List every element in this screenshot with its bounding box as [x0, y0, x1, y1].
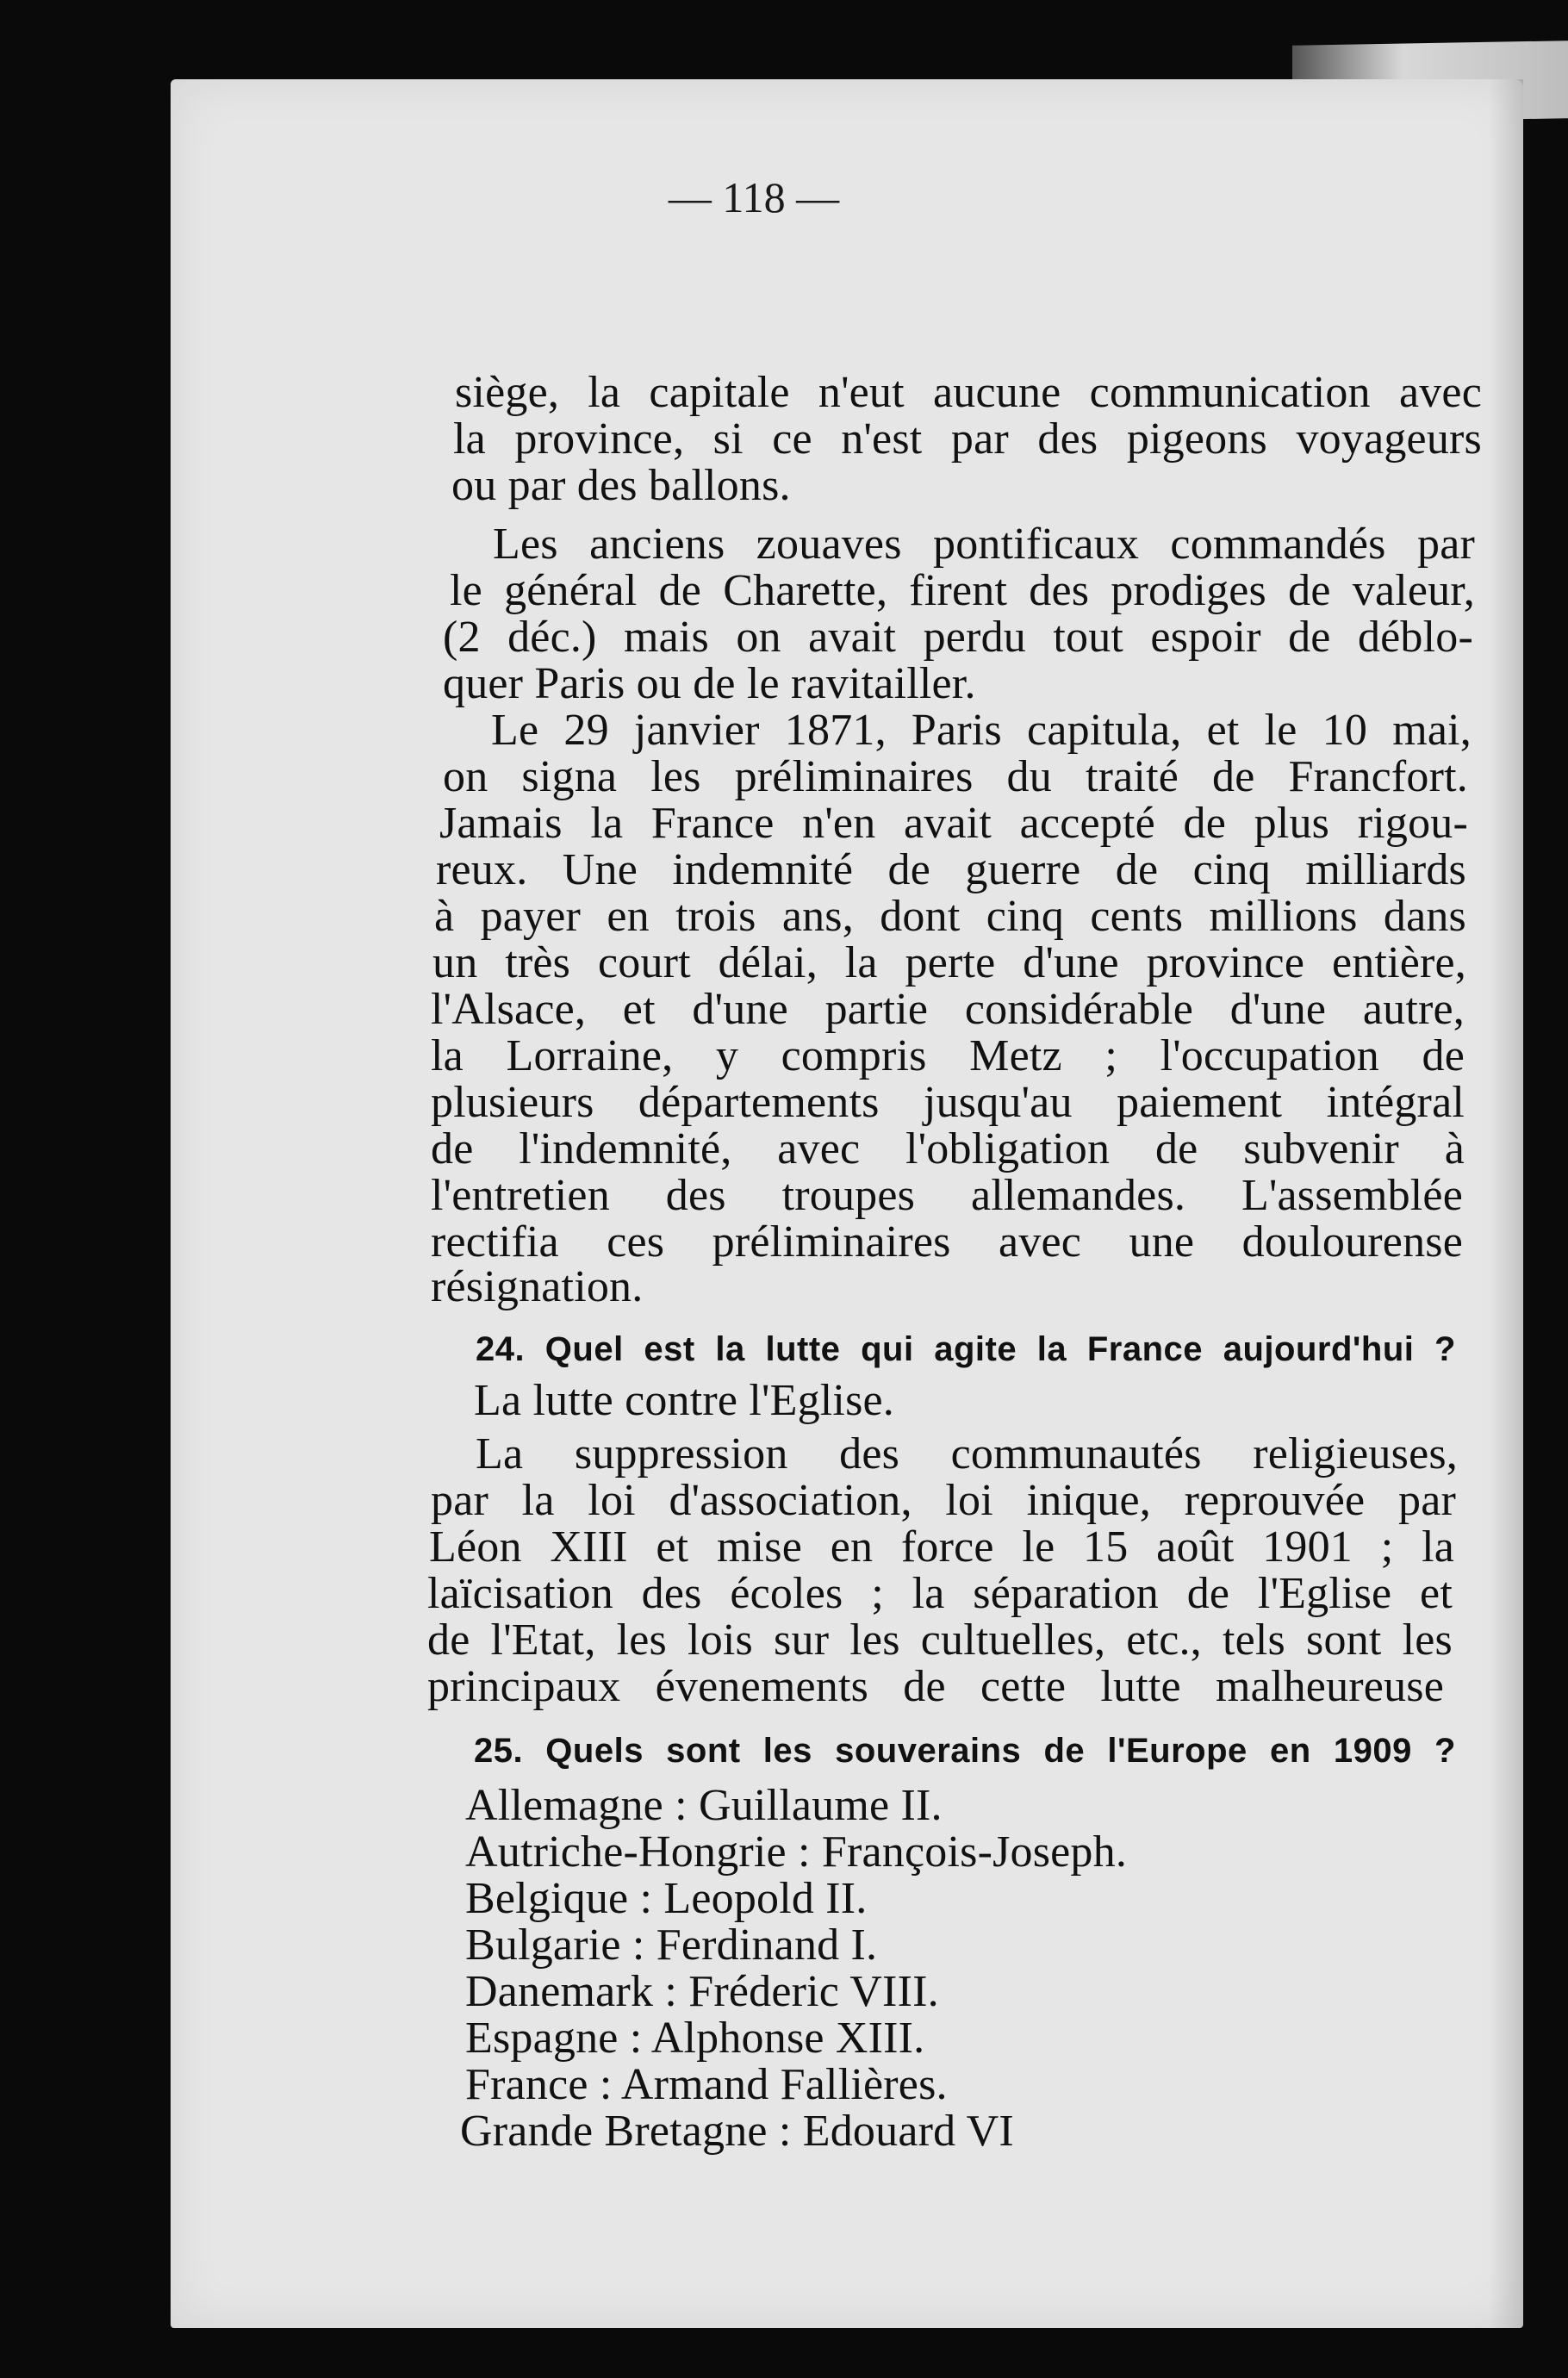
paragraph-line: laïcisation des écoles ; la séparation de l'Eglise et: [427, 1569, 1453, 1618]
question-heading: 24. Quel est la lutte qui agite la France aujourd'hui ?: [476, 1330, 1456, 1368]
paragraph-line: un très court délai, la perte d'une province entière,: [432, 938, 1466, 987]
sovereign-entry: Espagne : Alphonse XIII.: [465, 2014, 925, 2063]
paragraph-line: l'entretien des troupes allemandes. L'assemblée: [431, 1171, 1463, 1220]
paragraph-line: Jamais la France n'en avait accepté de plus rigou-: [439, 799, 1468, 848]
question-heading: 25. Quels sont les souverains de l'Europe en 1909 ?: [474, 1732, 1456, 1770]
sovereign-entry: Danemark : Fréderic VIII.: [465, 1967, 939, 2016]
paragraph-line: de l'indemnité, avec l'obligation de subvenir à: [431, 1124, 1465, 1173]
paragraph-line: rectifia ces préliminaires avec une doulourense: [431, 1217, 1463, 1267]
paragraph-line: Les anciens zouaves pontificaux commandés par: [493, 520, 1475, 569]
paragraph-line: principaux évenements de cette lutte malheureuse: [427, 1662, 1444, 1711]
paragraph-line: de l'Etat, les lois sur les cultuelles, etc., tels sont les: [427, 1615, 1453, 1665]
page-number: — 118 —: [668, 173, 840, 221]
paragraph-line: Léon XIII et mise en force le 15 août 1901 ; la: [429, 1522, 1454, 1572]
paragraph-line: La lutte contre l'Eglise.: [474, 1376, 894, 1425]
paragraph-line: le général de Charette, firent des prodiges de valeur,: [450, 566, 1475, 615]
paragraph-line: (2 déc.) mais on avait perdu tout espoir de déblo-: [443, 613, 1473, 662]
paragraph-line: La suppression des communautés religieuses,: [476, 1429, 1458, 1478]
page-shadow-edge: [1489, 79, 1523, 2328]
sovereign-entry: Belgique : Leopold II.: [465, 1874, 868, 1923]
paragraph-line: par la loi d'association, loi inique, reprouvée par: [431, 1476, 1456, 1525]
sovereign-entry: Bulgarie : Ferdinand I.: [465, 1920, 878, 1970]
paragraph-line: la province, si ce n'est par des pigeons voyageurs: [453, 414, 1482, 464]
paragraph-line: Le 29 janvier 1871, Paris capitula, et le 10 mai,: [491, 706, 1472, 755]
paragraph-line: on signa les préliminaires du traité de Francfort.: [443, 752, 1468, 801]
sovereign-entry: Autriche-Hongrie : François-Joseph.: [465, 1827, 1128, 1877]
paragraph-line: ou par des ballons.: [451, 461, 791, 510]
paragraph-line: plusieurs départements jusqu'au paiement intégral: [431, 1078, 1465, 1127]
sovereign-entry: Grande Bretagne : Edouard VI: [460, 2107, 1014, 2156]
paragraph-line: résignation.: [431, 1262, 644, 1311]
paragraph-line: la Lorraine, y compris Metz ; l'occupation de: [431, 1031, 1465, 1080]
paragraph-line: siège, la capitale n'eut aucune communication avec: [455, 368, 1482, 417]
sovereign-entry: France : Armand Fallières.: [465, 2060, 948, 2109]
paragraph-line: l'Alsace, et d'une partie considérable d'une autre,: [431, 985, 1465, 1034]
sovereign-entry: Allemagne : Guillaume II.: [465, 1781, 943, 1830]
paragraph-line: quer Paris ou de le ravitailler.: [443, 659, 976, 708]
paragraph-line: à payer en trois ans, dont cinq cents millions dans: [434, 892, 1466, 941]
paragraph-line: reux. Une indemnité de guerre de cinq milliards: [436, 845, 1466, 894]
